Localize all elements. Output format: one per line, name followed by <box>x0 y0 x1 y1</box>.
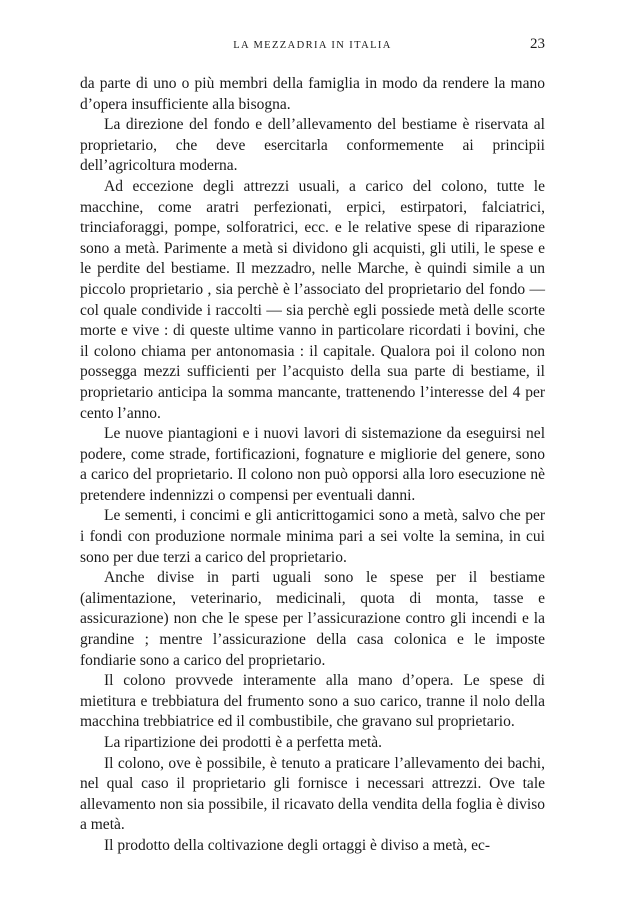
paragraph: Ad eccezione degli attrezzi usuali, a carico del colono, tutte le macchine, come aratri perfezionati, erpici, estirpatori, falciatrici, trinciaforaggi, pompe, solforatrici, ecc. e le relative spese di riparazione sono a metà. Parimente a metà si dividono gli acquisti, gli utili, le spese e le perdite del bestiame. Il mezzadro, nelle Marche, è quindi simile a un piccolo proprietario , sia perchè è l’associato del proprietario del fondo — col quale condivide i raccolti — sia perchè egli possiede metà delle scorte morte e vive : di queste ultime vanno in particolare ricordati i bovini, che il colono chiama per antonomasia : il capitale. Qualora poi il colono non possegga mezzi sufficienti per l’acquisto della sua parte di bestiame, il proprietario anticipa la somma mancante, trattenendo l’interesse del 4 per cento l’anno. <box>80 177 545 422</box>
paragraph: Le sementi, i concimi e gli anticrittogamici sono a metà, salvo che per i fondi con produzione normale minima pari a sei volte la semina, in cui sono per due terzi a carico del proprietario. <box>80 507 545 566</box>
paragraph: Il colono provvede interamente alla mano d’opera. Le spese di mietitura e trebbiatura del frumento sono a suo carico, tranne il nolo della macchina trebbiatrice ed il combustibile, che gravano sul proprietario. <box>80 672 545 731</box>
paragraph: Le nuove piantagioni e i nuovi lavori di sistemazione da eseguirsi nel podere, come strade, fortificazioni, fognature e migliorie del genere, sono a carico del proprietario. Il colono non può opporsi alla loro esecuzione nè pretendere indennizzi o compensi per eventuali danni. <box>80 425 545 504</box>
running-title: LA MEZZADRIA IN ITALIA <box>233 40 392 51</box>
paragraph: La direzione del fondo e dell’allevamento del bestiame è riservata al proprietario, che deve esercitarla conformemente ai principii dell’agricoltura moderna. <box>80 116 545 175</box>
body-text <box>80 74 545 857</box>
paragraph: La ripartizione dei prodotti è a perfetta metà. <box>104 734 383 751</box>
running-head <box>80 36 545 56</box>
paragraph: Il colono, ove è possibile, è tenuto a praticare l’allevamento dei bachi, nel qual caso il proprietario gli fornisce i necessari attrezzi. Ove tale allevamento non sia possibile, il ricavato della vendita della foglia è diviso a metà. <box>80 754 545 834</box>
paragraph: Il prodotto della coltivazione degli ortaggi è diviso a metà, ec- <box>104 836 491 854</box>
paragraph: Anche divise in parti uguali sono le spese per il bestiame (alimentazione, veterinario, medicinali, quota di monta, tasse e assicurazione) non che le spese per l’assicurazione contro gli incendi e la grandine ; mentre l’assicurazione della casa colonica e le imposte fondiarie sono a carico del proprietario. <box>80 569 545 669</box>
page-number: 23 <box>530 36 545 52</box>
paragraph-continuation: da parte di uno o più membri della famiglia in modo da rendere la mano d’opera insufficiente alla bisogna. <box>80 75 545 113</box>
